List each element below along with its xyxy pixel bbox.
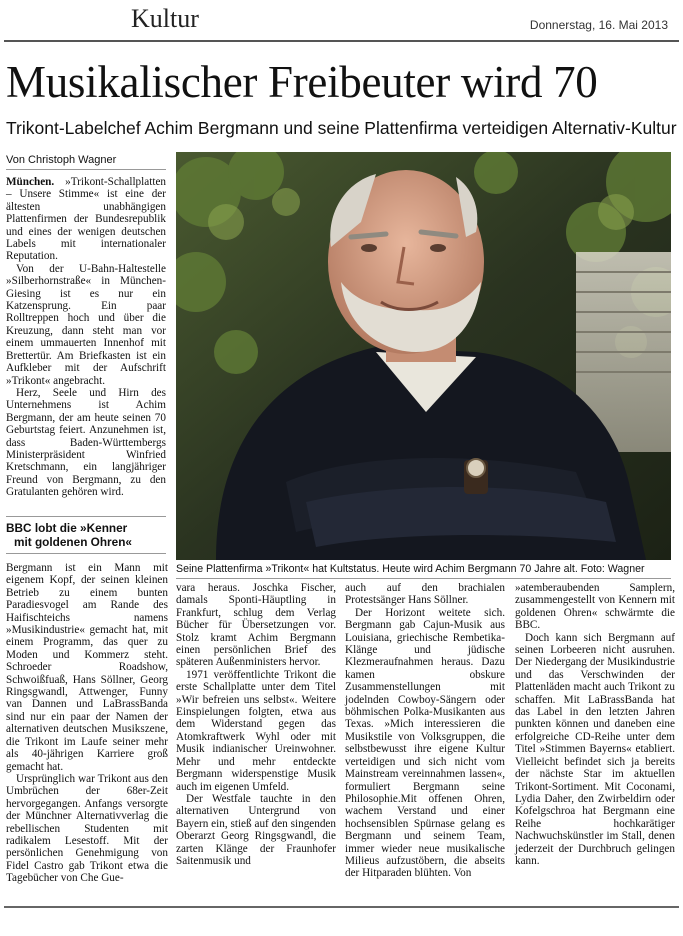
headline: Musikalischer Freibeuter wird 70 — [6, 57, 598, 107]
issue-date: Donnerstag, 16. Mai 2013 — [529, 18, 668, 32]
intro-paragraph-2: Von der U-Bahn-Haltestelle »Silberhornstraße« in München-Giesing ist es nur ein Katzensprung. Ein paar Rolltreppen hoch und über die Kreuzung, dann steht man vor einem ummauerten Innenhof mit Brettertür. Am Briefkasten ist ein Aufkleber mit der Aufschrift »Trikont« angebracht. — [6, 262, 166, 387]
portrait-photo — [176, 152, 671, 560]
page-header — [0, 0, 683, 42]
body-column-3 — [345, 582, 505, 880]
body-paragraph: auch auf den brachialen Protestsänger Hans Söllner. — [345, 582, 505, 607]
photo-caption: Seine Plattenfirma »Trikont« hat Kultstatus. Heute wird Achim Bergmann 70 Jahre alt. Foto: Wagner — [176, 563, 645, 575]
body-paragraph: Ursprünglich war Trikont aus den Umbrüchen der 68er-Zeit hervorgegangen. Anfangs versorgte der Münchner Alternativverlag die rebellischen Studenten mit radikalem Lesestoff. Mit der persönlichen Genehmigung von Fidel Castro gab Trikont etwa die Tagebücher von Che Gue- — [6, 772, 168, 885]
byline: Von Christoph Wagner — [6, 154, 166, 170]
dateline: München. — [6, 176, 55, 188]
body-paragraph: vara heraus. Joschka Fischer, damals Sponti-Häuptling in Frankfurt, schlug dem Verlag Bücher für Übersetzungen vor. Stolz kramt Achim Bergmann einen persönlichen Brief des späteren Außenministers hervor. — [176, 582, 336, 669]
body-paragraph: Bergmann ist ein Mann mit eigenem Kopf, der seinen kleinen Betrieb zu einem bunten Paradiesvogel am Rande des Haifischteichs namens »Musikindustrie« gemacht hat, mit einem Programm, das quer zu Moden und Kommerz steht. Schroeder Roadshow, Schwoißfuaß, Hans Söllner, Georg Ringsgwandl, Attwenger, Funny van Dannen und LaBrassBanda sind nur ein paar der Namen der alternativen deutschen Musikszene, die Trikont im Laufe seiner mehr als 40-jährigen Karriere groß gemacht hat. — [6, 562, 168, 773]
subheading — [6, 521, 166, 549]
body-paragraph: »atemberaubenden Samplern, zusammengestellt von Kennern mit goldenen Ohren« schwärmte die BBC. — [515, 582, 675, 632]
header-rule — [4, 40, 679, 42]
body-column-1 — [6, 562, 168, 885]
article-body — [6, 560, 674, 903]
body-paragraph: 1971 veröffentlichte Trikont die erste Schallplatte unter dem Titel »Wir befreien uns selbst«. Weitere Einspielungen folgten, etwa aus dem Widerstand gegen das Atomkraftwerk Wyhl oder mit Musik indianischer Ureinwohner. Mehr und mehr entdeckte Bergmann widerspenstige Musik auch im eigenen Umfeld. — [176, 668, 336, 793]
subheading-box — [6, 516, 166, 554]
subheadline: Trikont-Labelchef Achim Bergmann und seine Plattenfirma verteidigen Alternativ-Kultur — [6, 118, 677, 138]
body-column-4 — [515, 582, 675, 867]
intro-column — [6, 176, 166, 499]
body-paragraph: Doch kann sich Bergmann auf seinen Lorbeeren nicht ausruhen. Der Niedergang der Musikindustrie und das Verschwinden der Plattenläden macht auch Trikont zu schaffen. Mit LaBrassBanda hat das Label in den letzten Jahren punkten können und daneben eine erfolgreiche CD-Reihe unter dem Titel »Stimmen Bayerns« etabliert. Vielleicht befindet sich ja bereits der nächste Star im aktuellen Trikont-Sortiment. Mit Coconami, Lydia Daher, den Zwirbeldirn oder Kofelgschroa hat Bergmann eine Reihe hochkarätiger Nachwuchskünstler im Stall, denen jederzeit der Durchbruch gelingen kann. — [515, 631, 675, 867]
body-column-2 — [176, 582, 336, 867]
section-title: Kultur — [131, 4, 199, 33]
intro-paragraph-1 — [6, 176, 166, 263]
intro-text-1: »Trikont-Schallplatten – Unsere Stimme« ist eine der ältesten unabhängigen Plattenfirmen der Bundesrepublik und eines der wenigen deutschen Labels mit internationaler Reputation. — [6, 176, 166, 263]
footer-rule — [4, 906, 679, 908]
body-paragraph: Der Westfale tauchte in den alternativen Untergrund von Bayern ein, stieß auf den singenden Oberarzt Georg Ringsgwandl, die zarten Klänge der Fraunhofer Saitenmusik und — [176, 792, 336, 867]
subheading-line-2: mit goldenen Ohren« — [14, 535, 132, 549]
intro-paragraph-3: Herz, Seele und Hirn des Unternehmens ist Achim Bergmann, der am heute seinen 70 Geburtstag feiert. Anzunehmen ist, dass Baden-Württembergs Ministerpräsident Winfried Kretschmann, ein langjähriger Freund von Bergmann, zu den Gratulanten gehören wird. — [6, 386, 166, 499]
subheading-line-1: BBC lobt die »Kenner — [6, 521, 128, 535]
body-paragraph: Der Horizont weitete sich. Bergmann gab Cajun-Musik aus Louisiana, griechische Rembetika-Klänge und jüdische Klezmeraufnahmen heraus. Dazu kamen obskure Zusammenstellungen mit jodelnden Cowboy-Sängern oder böhmischen Polka-Musikanten aus Texas. »Mich interessieren die Musikstile von Volksgruppen, die selbstbewusst ihre eigene Kultur verteidigen und sich nicht vom Mainstream vereinnahmen lassen«, formuliert Bergmann seine Philosophie.Mit offenen Ohren, wachem Verstand und einer hochsensiblen Spürnase gelang es Bergmann und seinem Team, immer wieder neue musikalische Milieus aufzustöbern, die abseits der Hitparaden blühten. Von — [345, 606, 505, 880]
